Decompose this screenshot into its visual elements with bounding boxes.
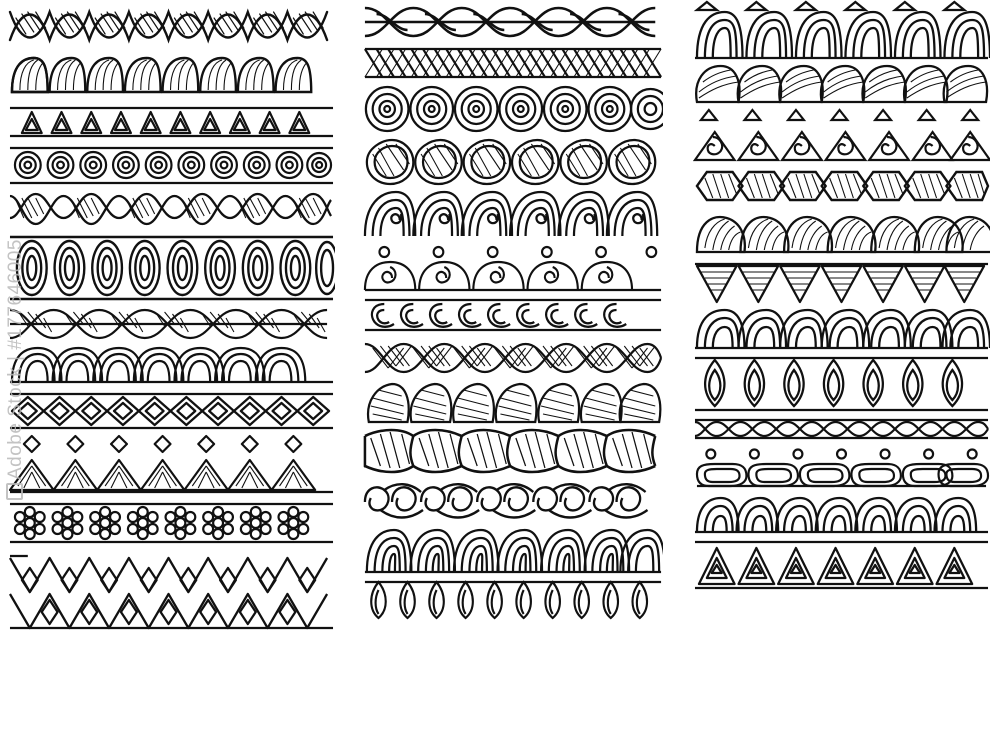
band-spirals-with-triangles [693,106,990,164]
band-diamond-chain-outline [8,388,335,434]
watermark-text: Adobe Stock | #177646005 [5,239,26,480]
band-nested-triangles-row [8,100,335,142]
band-hatched-scallop-shells [8,52,335,100]
band-striped-barrel-rope [363,426,663,478]
band-nested-crescent-row [693,306,990,352]
band-hatched-round-scales [693,62,990,106]
middle-column [345,0,675,750]
band-hatched-tilted-leaves [363,380,663,426]
band-thick-rope-braid [363,0,663,44]
band-fan-triangles-with-diamonds [8,434,335,496]
band-spirals-and-dots [363,240,663,294]
band-stacked-arc-rows [693,490,990,536]
band-striped-diagonal-braid [8,188,335,232]
band-petal-feather-row [363,576,663,622]
band-tall-nested-ovals [8,232,335,304]
right-column [675,0,1000,750]
band-striped-barrel-chain [693,164,990,208]
band-concentric-rings-row [363,82,663,136]
band-twisted-hatched-ribbon [8,0,335,52]
band-nested-arch-scales [363,524,663,576]
band-hatched-leaf-diamonds [363,136,663,188]
band-concentric-circles-row [8,142,335,188]
band-hatched-triangles-row [693,256,990,306]
band-dots-over-long-capsules [693,444,990,490]
band-nested-triangles-large [693,536,990,592]
band-crosshatch-woven-braid [363,336,663,380]
band-thin-twisted-rope [693,414,990,444]
band-hatched-flat-braid [363,44,663,82]
band-crescent-wave-row [363,294,663,336]
band-zigzag-rhombus-lattice [8,550,335,634]
left-column [0,0,345,750]
band-spiral-shells-row [363,188,663,240]
band-double-loop-scroll [363,478,663,524]
band-shell-arcs-with-triangles [693,0,990,62]
band-pointed-leaf-ovals [693,352,990,414]
band-flower-rosette-row [8,496,335,550]
band-hatched-plait-braid [8,304,335,344]
band-overlapping-arches [8,344,335,388]
band-overlapping-fan-shells [693,208,990,256]
